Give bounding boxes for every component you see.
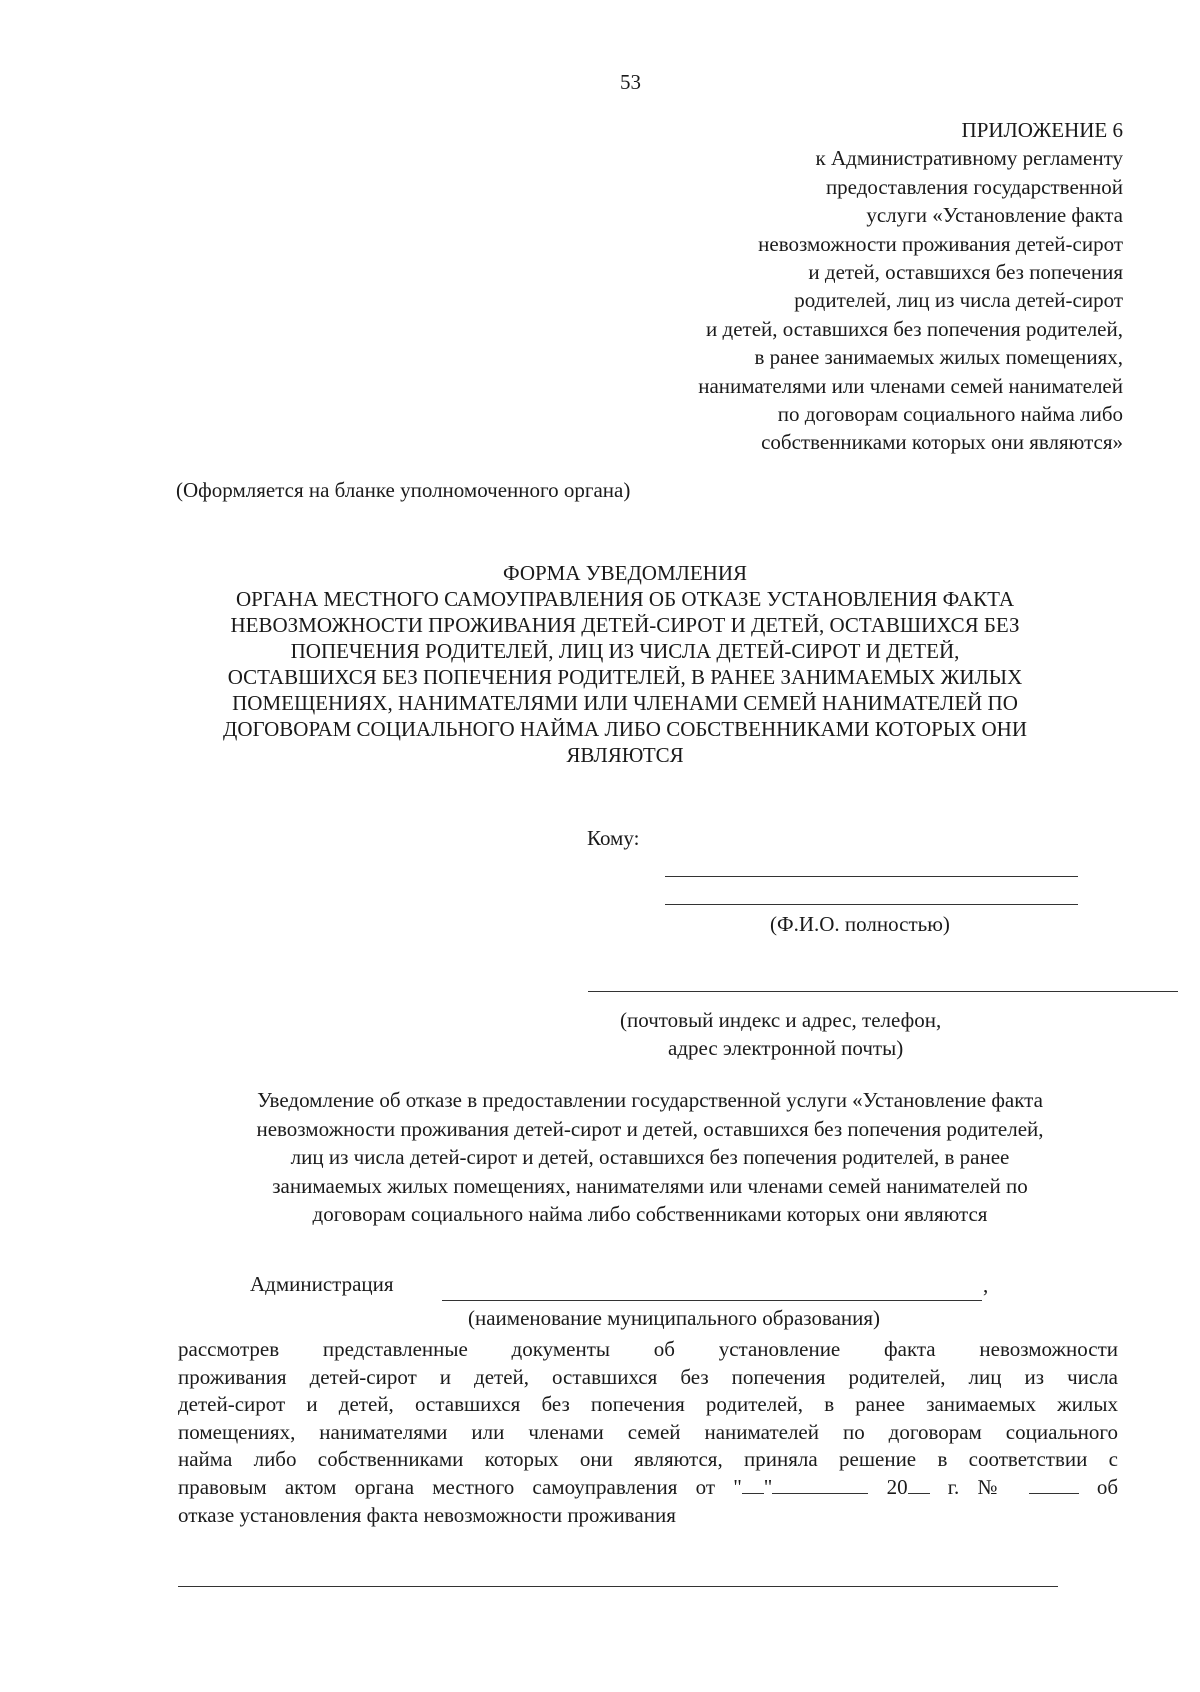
municipality-name-line[interactable] bbox=[442, 1300, 982, 1301]
notice-title-line: занимаемых жилых помещениях, нанимателями или членами семей нанимателей по bbox=[272, 1173, 1028, 1198]
administration-comma: , bbox=[983, 1273, 989, 1297]
recipient-name-caption: (Ф.И.О. полностью) bbox=[770, 912, 950, 936]
act-year-prefix: 20 bbox=[886, 1474, 908, 1499]
appendix-line: услуги «Установление факта bbox=[866, 203, 1123, 228]
appendix-line: и детей, оставшихся без попечения родителей, bbox=[706, 316, 1123, 341]
appendix-line: родителей, лиц из числа детей-сирот bbox=[794, 288, 1123, 313]
notice-title bbox=[170, 1086, 1130, 1229]
notice-title-line: невозможности проживания детей-сирот и детей, оставшихся без попечения родителей, bbox=[256, 1116, 1044, 1141]
paragraph-line: найма либо собственниками которых они являются, приняла решение в соответствии с bbox=[178, 1447, 1118, 1472]
act-year-field[interactable] bbox=[908, 1475, 930, 1494]
appendix-line: собственниками которых они являются» bbox=[761, 430, 1123, 455]
administration-label: Администрация bbox=[250, 1272, 394, 1296]
form-title-line: ЯВЛЯЮТСЯ bbox=[566, 743, 684, 767]
paragraph-line-act bbox=[178, 1474, 1118, 1502]
recipient-label: Кому: bbox=[587, 826, 640, 850]
recipient-address-line[interactable] bbox=[588, 991, 1178, 992]
form-title-line: НЕВОЗМОЖНОСТИ ПРОЖИВАНИЯ ДЕТЕЙ-СИРОТ И ДЕТЕЙ, ОСТАВШИХСЯ БЕЗ bbox=[230, 613, 1020, 637]
continuation-line[interactable] bbox=[178, 1586, 1058, 1587]
act-quote: " bbox=[763, 1474, 773, 1499]
paragraph-line: помещениях, нанимателями или членами семей нанимателей по договорам социального bbox=[178, 1419, 1118, 1444]
form-title-line: ПОМЕЩЕНИЯХ, НАНИМАТЕЛЯМИ ИЛИ ЧЛЕНАМИ СЕМЕЙ НАНИМАТЕЛЕЙ ПО bbox=[232, 691, 1018, 715]
act-month-field[interactable] bbox=[772, 1475, 868, 1494]
notice-title-line: договорам социального найма либо собственниками которых они являются bbox=[312, 1202, 988, 1226]
appendix-line: невозможности проживания детей-сирот bbox=[758, 231, 1123, 256]
form-title bbox=[150, 560, 1100, 768]
act-day-field[interactable] bbox=[742, 1475, 764, 1494]
appendix-line: и детей, оставшихся без попечения bbox=[808, 260, 1123, 285]
municipality-caption: (наименование муниципального образования) bbox=[468, 1306, 881, 1330]
act-number-field[interactable] bbox=[1029, 1475, 1079, 1494]
recipient-name-line-2[interactable] bbox=[665, 904, 1078, 905]
act-number-label: г. № bbox=[947, 1474, 1011, 1499]
form-title-line: ОРГАНА МЕСТНОГО САМОУПРАВЛЕНИЯ ОБ ОТКАЗЕ УСТАНОВЛЕНИЯ ФАКТА bbox=[235, 587, 1015, 611]
paragraph-line: рассмотрев представленные документы об установление факта невозможности bbox=[178, 1337, 1118, 1361]
appendix-line: предоставления государственной bbox=[825, 174, 1123, 199]
notice-title-line: Уведомление об отказе в предоставлении государственной услуги «Установление факта bbox=[257, 1088, 1043, 1112]
paragraph-line: отказе установления факта невозможности проживания bbox=[178, 1502, 676, 1527]
form-title-line: ДОГОВОРАМ СОЦИАЛЬНОГО НАЙМА ЛИБО СОБСТВЕННИКАМИ КОТОРЫХ ОНИ bbox=[223, 717, 1027, 741]
page-number: 53 bbox=[620, 70, 641, 94]
paragraph-line: детей-сирот и детей, оставшихся без попечения родителей, в ранее занимаемых жилых bbox=[178, 1392, 1118, 1417]
decision-paragraph bbox=[178, 1336, 1118, 1529]
act-text: правовым актом органа местного самоуправления от " bbox=[178, 1474, 742, 1499]
paragraph-line: проживания детей-сирот и детей, оставшихся без попечения родителей, лиц из числа bbox=[178, 1364, 1118, 1389]
appendix-line: ПРИЛОЖЕНИЕ 6 bbox=[961, 118, 1123, 142]
appendix-header bbox=[563, 116, 1123, 457]
appendix-line: нанимателями или членами семей нанимателей bbox=[698, 373, 1123, 398]
recipient-name-line-1[interactable] bbox=[665, 876, 1078, 877]
appendix-line: по договорам социального найма либо bbox=[777, 402, 1123, 427]
letterhead-note: (Оформляется на бланке уполномоченного органа) bbox=[176, 478, 631, 502]
recipient-address-caption-2: адрес электронной почты) bbox=[668, 1036, 904, 1060]
appendix-line: в ранее занимаемых жилых помещениях, bbox=[754, 345, 1123, 370]
form-title-line: ФОРМА УВЕДОМЛЕНИЯ bbox=[502, 561, 748, 585]
notice-title-line: лиц из числа детей-сирот и детей, оставшихся без попечения родителей, в ранее bbox=[290, 1145, 1010, 1169]
form-title-line: ПОПЕЧЕНИЯ РОДИТЕЛЕЙ, ЛИЦ ИЗ ЧИСЛА ДЕТЕЙ-СИРОТ И ДЕТЕЙ, bbox=[290, 639, 960, 663]
recipient-address-caption-1: (почтовый индекс и адрес, телефон, bbox=[620, 1008, 942, 1032]
form-title-line: ОСТАВШИХСЯ БЕЗ ПОПЕЧЕНИЯ РОДИТЕЛЕЙ, В РАНЕЕ ЗАНИМАЕМЫХ ЖИЛЫХ bbox=[227, 665, 1023, 689]
act-about: об bbox=[1096, 1474, 1119, 1499]
appendix-line: к Административному регламенту bbox=[815, 146, 1123, 171]
